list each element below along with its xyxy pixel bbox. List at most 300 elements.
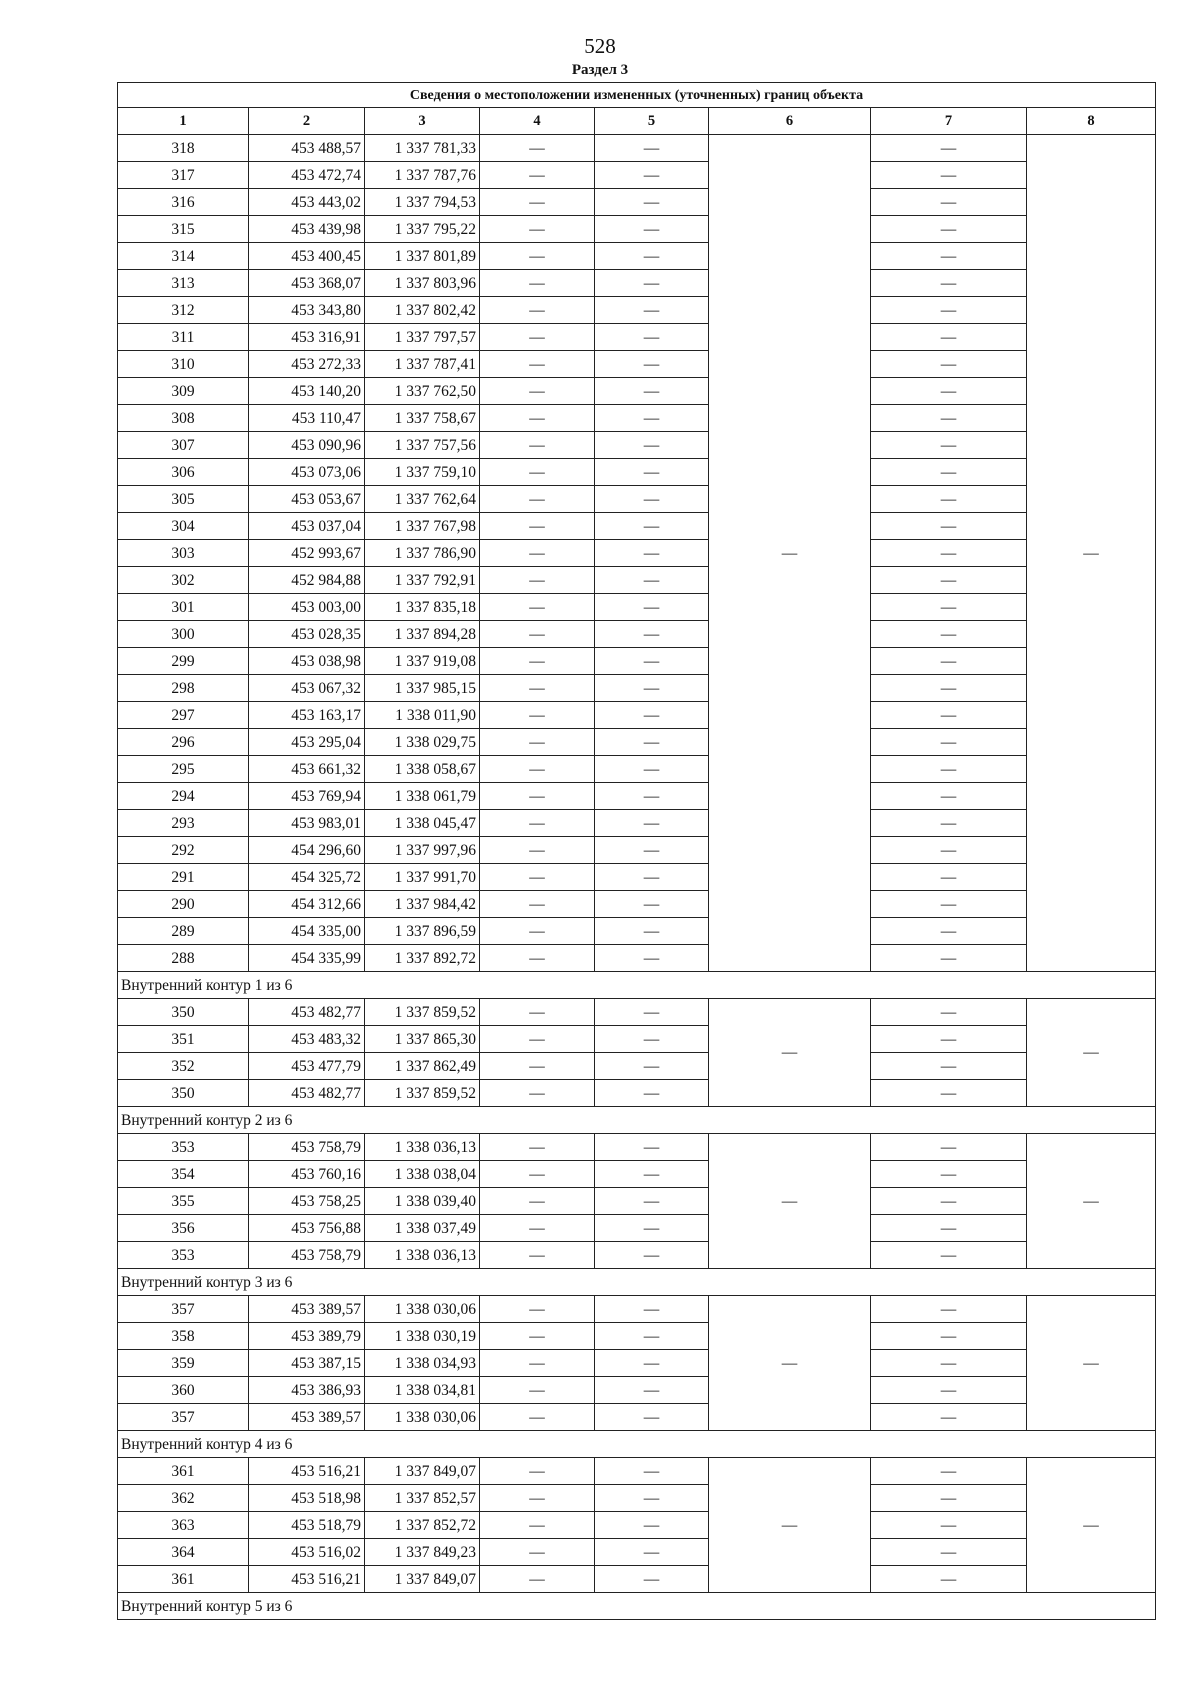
table-row [118,864,1156,891]
point-number-cell: 290 [118,891,249,918]
y-coordinate-cell: 1 338 030,19 [365,1323,480,1350]
y-coordinate-cell: 1 337 757,56 [365,432,480,459]
table-row [118,540,1156,567]
point-number-cell: 309 [118,378,249,405]
col7-dash-cell: — [871,837,1027,864]
point-number-cell: 300 [118,621,249,648]
y-coordinate-cell: 1 337 786,90 [365,540,480,567]
col7-dash-cell: — [871,621,1027,648]
col4-dash-cell: — [480,1377,595,1404]
point-number-cell: 306 [118,459,249,486]
y-coordinate-cell: 1 337 767,98 [365,513,480,540]
col6-merged-cell: — [709,1296,871,1431]
col4-dash-cell: — [480,1188,595,1215]
col7-dash-cell: — [871,351,1027,378]
table-row [118,486,1156,513]
col4-dash-cell: — [480,1404,595,1431]
table-row [118,1512,1156,1539]
col4-dash-cell: — [480,1512,595,1539]
col5-dash-cell: — [595,135,709,162]
col7-dash-cell: — [871,1512,1027,1539]
x-coordinate-cell: 453 983,01 [249,810,365,837]
point-number-cell: 301 [118,594,249,621]
col7-dash-cell: — [871,1485,1027,1512]
x-coordinate-cell: 453 389,57 [249,1404,365,1431]
col4-dash-cell: — [480,405,595,432]
table-row [118,189,1156,216]
col5-dash-cell: — [595,513,709,540]
col4-dash-cell: — [480,324,595,351]
y-coordinate-cell: 1 337 984,42 [365,891,480,918]
column-header: 7 [871,108,1027,135]
col4-dash-cell: — [480,783,595,810]
col7-dash-cell: — [871,270,1027,297]
table-row [118,1539,1156,1566]
col7-dash-cell: — [871,810,1027,837]
contour-row [118,1431,1156,1458]
y-coordinate-cell: 1 338 034,93 [365,1350,480,1377]
column-header: 8 [1027,108,1156,135]
y-coordinate-cell: 1 338 034,81 [365,1377,480,1404]
point-number-cell: 350 [118,999,249,1026]
x-coordinate-cell: 454 312,66 [249,891,365,918]
col5-dash-cell: — [595,1377,709,1404]
col5-dash-cell: — [595,324,709,351]
col7-dash-cell: — [871,189,1027,216]
contour-row [118,1593,1156,1620]
y-coordinate-cell: 1 338 030,06 [365,1296,480,1323]
col5-dash-cell: — [595,162,709,189]
x-coordinate-cell: 453 769,94 [249,783,365,810]
table-row [118,1485,1156,1512]
x-coordinate-cell: 453 038,98 [249,648,365,675]
point-number-cell: 363 [118,1512,249,1539]
y-coordinate-cell: 1 337 892,72 [365,945,480,972]
col5-dash-cell: — [595,864,709,891]
y-coordinate-cell: 1 337 985,15 [365,675,480,702]
col4-dash-cell: — [480,243,595,270]
x-coordinate-cell: 453 389,57 [249,1296,365,1323]
point-number-cell: 350 [118,1080,249,1107]
column-header: 4 [480,108,595,135]
point-number-cell: 299 [118,648,249,675]
col4-dash-cell: — [480,648,595,675]
y-coordinate-cell: 1 337 797,57 [365,324,480,351]
col7-dash-cell: — [871,1539,1027,1566]
col7-dash-cell: — [871,378,1027,405]
col4-dash-cell: — [480,621,595,648]
col7-dash-cell: — [871,486,1027,513]
col7-dash-cell: — [871,324,1027,351]
table-row [118,513,1156,540]
x-coordinate-cell: 453 140,20 [249,378,365,405]
x-coordinate-cell: 453 516,21 [249,1458,365,1485]
col7-dash-cell: — [871,1377,1027,1404]
table-row [118,783,1156,810]
col5-dash-cell: — [595,1188,709,1215]
col5-dash-cell: — [595,837,709,864]
point-number-cell: 304 [118,513,249,540]
col5-dash-cell: — [595,459,709,486]
col7-dash-cell: — [871,729,1027,756]
y-coordinate-cell: 1 337 849,07 [365,1566,480,1593]
table-row [118,324,1156,351]
table-row [118,1161,1156,1188]
y-coordinate-cell: 1 337 792,91 [365,567,480,594]
col5-dash-cell: — [595,891,709,918]
col5-dash-cell: — [595,756,709,783]
table-row [118,297,1156,324]
point-number-cell: 289 [118,918,249,945]
x-coordinate-cell: 453 443,02 [249,189,365,216]
col5-dash-cell: — [595,621,709,648]
col5-dash-cell: — [595,1026,709,1053]
table-row [118,1377,1156,1404]
col5-dash-cell: — [595,1404,709,1431]
col4-dash-cell: — [480,729,595,756]
y-coordinate-cell: 1 337 997,96 [365,837,480,864]
col4-dash-cell: — [480,270,595,297]
col4-dash-cell: — [480,1458,595,1485]
col4-dash-cell: — [480,135,595,162]
point-number-cell: 296 [118,729,249,756]
point-number-cell: 292 [118,837,249,864]
col4-dash-cell: — [480,513,595,540]
x-coordinate-cell: 452 984,88 [249,567,365,594]
table-row [118,1566,1156,1593]
col7-dash-cell: — [871,1188,1027,1215]
col4-dash-cell: — [480,1215,595,1242]
point-number-cell: 318 [118,135,249,162]
table-row [118,918,1156,945]
contour-label: Внутренний контур 5 из 6 [118,1593,1156,1620]
contour-label: Внутренний контур 2 из 6 [118,1107,1156,1134]
col7-dash-cell: — [871,648,1027,675]
point-number-cell: 307 [118,432,249,459]
col4-dash-cell: — [480,702,595,729]
col5-dash-cell: — [595,1458,709,1485]
y-coordinate-cell: 1 337 803,96 [365,270,480,297]
col7-dash-cell: — [871,918,1027,945]
point-number-cell: 311 [118,324,249,351]
y-coordinate-cell: 1 337 795,22 [365,216,480,243]
table-row [118,756,1156,783]
x-coordinate-cell: 453 758,79 [249,1134,365,1161]
col4-dash-cell: — [480,1350,595,1377]
point-number-cell: 303 [118,540,249,567]
y-coordinate-cell: 1 337 862,49 [365,1053,480,1080]
col4-dash-cell: — [480,999,595,1026]
table-row [118,1134,1156,1161]
table-row [118,1215,1156,1242]
table-row [118,432,1156,459]
col4-dash-cell: — [480,567,595,594]
point-number-cell: 358 [118,1323,249,1350]
col7-dash-cell: — [871,675,1027,702]
point-number-cell: 310 [118,351,249,378]
col7-dash-cell: — [871,1350,1027,1377]
col5-dash-cell: — [595,1296,709,1323]
table-row [118,729,1156,756]
point-number-cell: 362 [118,1485,249,1512]
col4-dash-cell: — [480,1026,595,1053]
contour-row [118,972,1156,999]
col5-dash-cell: — [595,783,709,810]
y-coordinate-cell: 1 337 801,89 [365,243,480,270]
col4-dash-cell: — [480,891,595,918]
col4-dash-cell: — [480,1053,595,1080]
col8-merged-cell: — [1027,135,1156,972]
x-coordinate-cell: 454 335,99 [249,945,365,972]
col5-dash-cell: — [595,189,709,216]
column-header: 1 [118,108,249,135]
y-coordinate-cell: 1 337 849,07 [365,1458,480,1485]
table-row [118,1242,1156,1269]
y-coordinate-cell: 1 337 835,18 [365,594,480,621]
x-coordinate-cell: 453 482,77 [249,999,365,1026]
x-coordinate-cell: 453 483,32 [249,1026,365,1053]
table-row [118,945,1156,972]
contour-row [118,1269,1156,1296]
x-coordinate-cell: 453 110,47 [249,405,365,432]
col5-dash-cell: — [595,432,709,459]
point-number-cell: 313 [118,270,249,297]
table-row [118,1458,1156,1485]
y-coordinate-cell: 1 337 865,30 [365,1026,480,1053]
x-coordinate-cell: 453 003,00 [249,594,365,621]
col7-dash-cell: — [871,135,1027,162]
point-number-cell: 302 [118,567,249,594]
column-header-row [118,108,1156,135]
point-number-cell: 359 [118,1350,249,1377]
col4-dash-cell: — [480,432,595,459]
table-row [118,810,1156,837]
x-coordinate-cell: 453 439,98 [249,216,365,243]
y-coordinate-cell: 1 337 781,33 [365,135,480,162]
x-coordinate-cell: 453 090,96 [249,432,365,459]
col7-dash-cell: — [871,243,1027,270]
col7-dash-cell: — [871,1458,1027,1485]
y-coordinate-cell: 1 337 802,42 [365,297,480,324]
col4-dash-cell: — [480,1296,595,1323]
table-row [118,1323,1156,1350]
x-coordinate-cell: 453 518,98 [249,1485,365,1512]
table-row [118,1053,1156,1080]
y-coordinate-cell: 1 337 991,70 [365,864,480,891]
col5-dash-cell: — [595,918,709,945]
col7-dash-cell: — [871,1134,1027,1161]
x-coordinate-cell: 453 661,32 [249,756,365,783]
table-caption: Сведения о местоположении измененных (уточненных) границ объекта [118,83,1156,108]
x-coordinate-cell: 453 316,91 [249,324,365,351]
x-coordinate-cell: 453 073,06 [249,459,365,486]
col7-dash-cell: — [871,891,1027,918]
table-row [118,351,1156,378]
point-number-cell: 364 [118,1539,249,1566]
col4-dash-cell: — [480,1134,595,1161]
col4-dash-cell: — [480,459,595,486]
col7-dash-cell: — [871,1161,1027,1188]
col7-dash-cell: — [871,1404,1027,1431]
point-number-cell: 316 [118,189,249,216]
table-row [118,162,1156,189]
table-row [118,1404,1156,1431]
y-coordinate-cell: 1 337 859,52 [365,999,480,1026]
y-coordinate-cell: 1 338 036,13 [365,1242,480,1269]
table-row [118,621,1156,648]
col5-dash-cell: — [595,297,709,324]
point-number-cell: 357 [118,1296,249,1323]
y-coordinate-cell: 1 337 852,72 [365,1512,480,1539]
table-row [118,567,1156,594]
col5-dash-cell: — [595,1323,709,1350]
col7-dash-cell: — [871,1323,1027,1350]
x-coordinate-cell: 453 472,74 [249,162,365,189]
y-coordinate-cell: 1 337 794,53 [365,189,480,216]
table-row [118,648,1156,675]
x-coordinate-cell: 453 295,04 [249,729,365,756]
col4-dash-cell: — [480,1566,595,1593]
point-number-cell: 308 [118,405,249,432]
point-number-cell: 360 [118,1377,249,1404]
col7-dash-cell: — [871,216,1027,243]
y-coordinate-cell: 1 337 762,64 [365,486,480,513]
col5-dash-cell: — [595,1485,709,1512]
col8-merged-cell: — [1027,1134,1156,1269]
column-header: 3 [365,108,480,135]
x-coordinate-cell: 454 296,60 [249,837,365,864]
y-coordinate-cell: 1 338 058,67 [365,756,480,783]
col7-dash-cell: — [871,162,1027,189]
x-coordinate-cell: 453 343,80 [249,297,365,324]
col7-dash-cell: — [871,297,1027,324]
col7-dash-cell: — [871,432,1027,459]
col7-dash-cell: — [871,405,1027,432]
x-coordinate-cell: 454 335,00 [249,918,365,945]
y-coordinate-cell: 1 337 852,57 [365,1485,480,1512]
table-row [118,405,1156,432]
col5-dash-cell: — [595,1350,709,1377]
col5-dash-cell: — [595,243,709,270]
col4-dash-cell: — [480,1485,595,1512]
col4-dash-cell: — [480,189,595,216]
col7-dash-cell: — [871,756,1027,783]
point-number-cell: 317 [118,162,249,189]
point-number-cell: 351 [118,1026,249,1053]
col5-dash-cell: — [595,351,709,378]
point-number-cell: 353 [118,1242,249,1269]
col4-dash-cell: — [480,837,595,864]
col7-dash-cell: — [871,1026,1027,1053]
table-row [118,1080,1156,1107]
point-number-cell: 361 [118,1458,249,1485]
point-number-cell: 315 [118,216,249,243]
column-header: 5 [595,108,709,135]
x-coordinate-cell: 453 516,21 [249,1566,365,1593]
x-coordinate-cell: 453 758,25 [249,1188,365,1215]
col5-dash-cell: — [595,1512,709,1539]
col4-dash-cell: — [480,756,595,783]
col8-merged-cell: — [1027,1458,1156,1593]
col7-dash-cell: — [871,702,1027,729]
table-row [118,378,1156,405]
x-coordinate-cell: 453 516,02 [249,1539,365,1566]
boundary-coordinates-table [117,82,1156,1620]
table-row [118,459,1156,486]
x-coordinate-cell: 454 325,72 [249,864,365,891]
contour-label: Внутренний контур 3 из 6 [118,1269,1156,1296]
col5-dash-cell: — [595,1053,709,1080]
col5-dash-cell: — [595,405,709,432]
y-coordinate-cell: 1 338 039,40 [365,1188,480,1215]
col5-dash-cell: — [595,1215,709,1242]
y-coordinate-cell: 1 337 896,59 [365,918,480,945]
point-number-cell: 312 [118,297,249,324]
col5-dash-cell: — [595,999,709,1026]
y-coordinate-cell: 1 337 759,10 [365,459,480,486]
point-number-cell: 293 [118,810,249,837]
col8-merged-cell: — [1027,999,1156,1107]
col5-dash-cell: — [595,1134,709,1161]
point-number-cell: 298 [118,675,249,702]
col4-dash-cell: — [480,864,595,891]
col7-dash-cell: — [871,540,1027,567]
page-number: 528 [584,34,616,58]
col6-merged-cell: — [709,1134,871,1269]
y-coordinate-cell: 1 338 037,49 [365,1215,480,1242]
col5-dash-cell: — [595,567,709,594]
col4-dash-cell: — [480,1323,595,1350]
table-row [118,243,1156,270]
y-coordinate-cell: 1 338 029,75 [365,729,480,756]
col5-dash-cell: — [595,594,709,621]
point-number-cell: 314 [118,243,249,270]
col4-dash-cell: — [480,675,595,702]
col4-dash-cell: — [480,810,595,837]
x-coordinate-cell: 453 482,77 [249,1080,365,1107]
y-coordinate-cell: 1 337 859,52 [365,1080,480,1107]
col5-dash-cell: — [595,729,709,756]
col5-dash-cell: — [595,540,709,567]
point-number-cell: 294 [118,783,249,810]
col7-dash-cell: — [871,864,1027,891]
point-number-cell: 353 [118,1134,249,1161]
table-row [118,999,1156,1026]
col8-merged-cell: — [1027,1296,1156,1431]
point-number-cell: 305 [118,486,249,513]
col5-dash-cell: — [595,270,709,297]
col5-dash-cell: — [595,810,709,837]
y-coordinate-cell: 1 338 061,79 [365,783,480,810]
table-row [118,594,1156,621]
col7-dash-cell: — [871,1080,1027,1107]
col5-dash-cell: — [595,1539,709,1566]
x-coordinate-cell: 453 067,32 [249,675,365,702]
col5-dash-cell: — [595,378,709,405]
x-coordinate-cell: 453 387,15 [249,1350,365,1377]
col7-dash-cell: — [871,783,1027,810]
col7-dash-cell: — [871,513,1027,540]
point-number-cell: 355 [118,1188,249,1215]
x-coordinate-cell: 453 368,07 [249,270,365,297]
col7-dash-cell: — [871,1242,1027,1269]
col5-dash-cell: — [595,702,709,729]
table-row [118,837,1156,864]
x-coordinate-cell: 453 053,67 [249,486,365,513]
col7-dash-cell: — [871,999,1027,1026]
col7-dash-cell: — [871,1215,1027,1242]
col4-dash-cell: — [480,918,595,945]
